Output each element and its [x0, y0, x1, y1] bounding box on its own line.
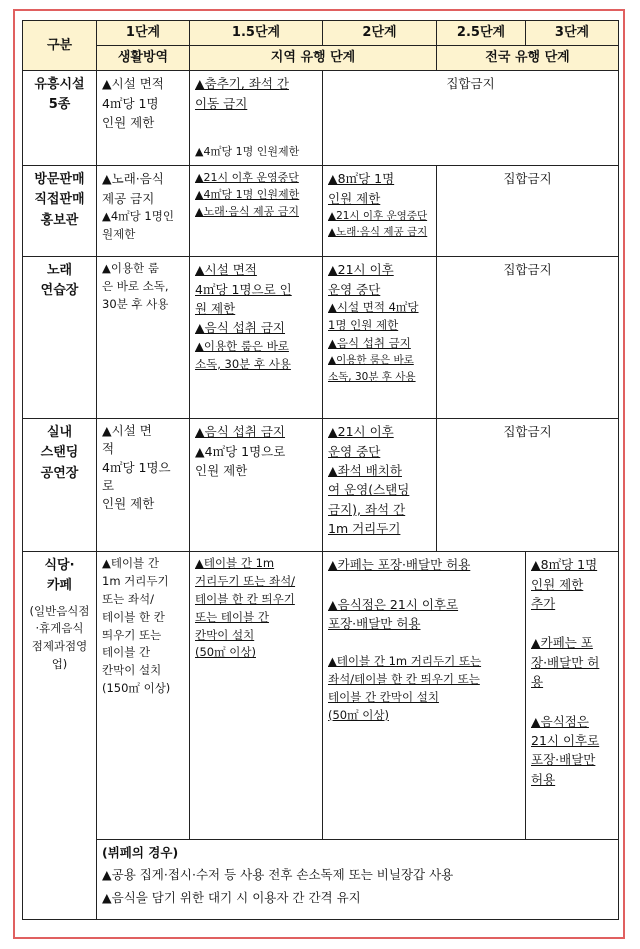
header-row-phases	[23, 46, 619, 71]
row-standing-venue	[23, 419, 619, 552]
cell-standing-s1: ▲시설 면 적 4㎡당 1명으 로 인원 제한	[97, 419, 190, 552]
row-label-door-sales: 방문판매 직접판매 홍보관	[23, 166, 97, 257]
social-distancing-table	[22, 20, 619, 920]
cell-restaurant-s3: ▲8㎡당 1명 인원 제한 추가 ▲카페는 포 장·배달만 허 용 ▲음식점은 21시 이후로 포장·배달만 허용	[526, 552, 619, 840]
cell-entertainment-ban: 집합금지	[323, 71, 619, 166]
header-phase-life: 생활방역	[97, 46, 190, 71]
row-buffet	[23, 840, 619, 920]
header-stage-3: 3단계	[526, 21, 619, 46]
header-stage-1: 1단계	[97, 21, 190, 46]
cell-entertainment-s1: ▲시설 면적 4㎡당 1명 인원 제한	[97, 71, 190, 166]
header-stage-1-5: 1.5단계	[190, 21, 323, 46]
row-label-entertainment: 유흥시설 5종	[23, 71, 97, 166]
row-restaurant	[23, 552, 619, 840]
cell-standing-ban: 집합금지	[437, 419, 619, 552]
cell-door-sales-s15: ▲21시 이후 운영중단 ▲4㎡당 1명 인원제한 ▲노래·음식 제공 금지	[190, 166, 323, 257]
row-entertainment	[23, 71, 619, 166]
cell-restaurant-s15: ▲테이블 간 1m 거리두기 또는 좌석/ 테이블 한 칸 띄우기 또는 테이블 간 칸막이 설치 (50㎡ 이상)	[190, 552, 323, 840]
cell-restaurant-s2: ▲카페는 포장·배달만 허용 ▲음식점은 21시 이후로 포장·배달만 허용 ▲테이블 간 1m 거리두기 또는 좌석/테이블 한 칸 띄우기 또는 테이블 간 칸막이 설치 (50㎡ 이상)	[323, 552, 526, 840]
cell-karaoke-s1: ▲이용한 룸 은 바로 소독, 30분 후 사용	[97, 257, 190, 419]
cell-door-sales-ban: 집합금지	[437, 166, 619, 257]
header-stage-2: 2단계	[323, 21, 437, 46]
cell-standing-s15: ▲음식 섭취 금지 ▲4㎡당 1명으로 인원 제한	[190, 419, 323, 552]
row-karaoke	[23, 257, 619, 419]
cell-karaoke-s15: ▲시설 면적 4㎡당 1명으로 인 원 제한 ▲음식 섭취 금지 ▲이용한 룸은 바로 소독, 30분 후 사용	[190, 257, 323, 419]
cell-door-sales-s2: ▲8㎡당 1명 인원 제한 ▲21시 이후 운영중단 ▲노래·음식 제공 금지	[323, 166, 437, 257]
header-row-stages	[23, 21, 619, 46]
cell-entertainment-s15: ▲춤추기, 좌석 간 이동 금지 ▲4㎡당 1명 인원제한	[190, 71, 323, 166]
row-label-standing: 실내 스탠딩 공연장	[23, 419, 97, 552]
row-door-sales	[23, 166, 619, 257]
cell-door-sales-s1: ▲노래·음식 제공 금지 ▲4㎡당 1명인 원제한	[97, 166, 190, 257]
cell-restaurant-s1: ▲테이블 간 1m 거리두기 또는 좌석/ 테이블 한 칸 띄우기 또는 테이블 간 칸막이 설치 (150㎡ 이상)	[97, 552, 190, 840]
header-phase-national: 전국 유행 단계	[437, 46, 619, 71]
header-stage-2-5: 2.5단계	[437, 21, 526, 46]
cell-karaoke-s2: ▲21시 이후 운영 중단 ▲시설 면적 4㎡당 1명 인원 제한 ▲음식 섭취 금지 ▲이용한 룸은 바로 소독, 30분 후 사용	[323, 257, 437, 419]
cell-buffet: (뷔페의 경우) ▲공용 집게·접시·수저 등 사용 전후 손소독제 또는 비닐장갑 사용 ▲음식을 담기 위한 대기 시 이용자 간 간격 유지	[97, 840, 619, 920]
header-phase-regional: 지역 유행 단계	[190, 46, 437, 71]
header-category: 구분	[23, 21, 97, 71]
cell-karaoke-ban: 집합금지	[437, 257, 619, 419]
row-label-restaurant: 식당· 카페 (일반음식점 ·휴게음식 점제과점영 업)	[23, 552, 97, 920]
row-label-karaoke: 노래 연습장	[23, 257, 97, 419]
cell-standing-s2: ▲21시 이후 운영 중단 ▲좌석 배치하 여 운영(스탠딩 금지), 좌석 간 1m 거리두기	[323, 419, 437, 552]
